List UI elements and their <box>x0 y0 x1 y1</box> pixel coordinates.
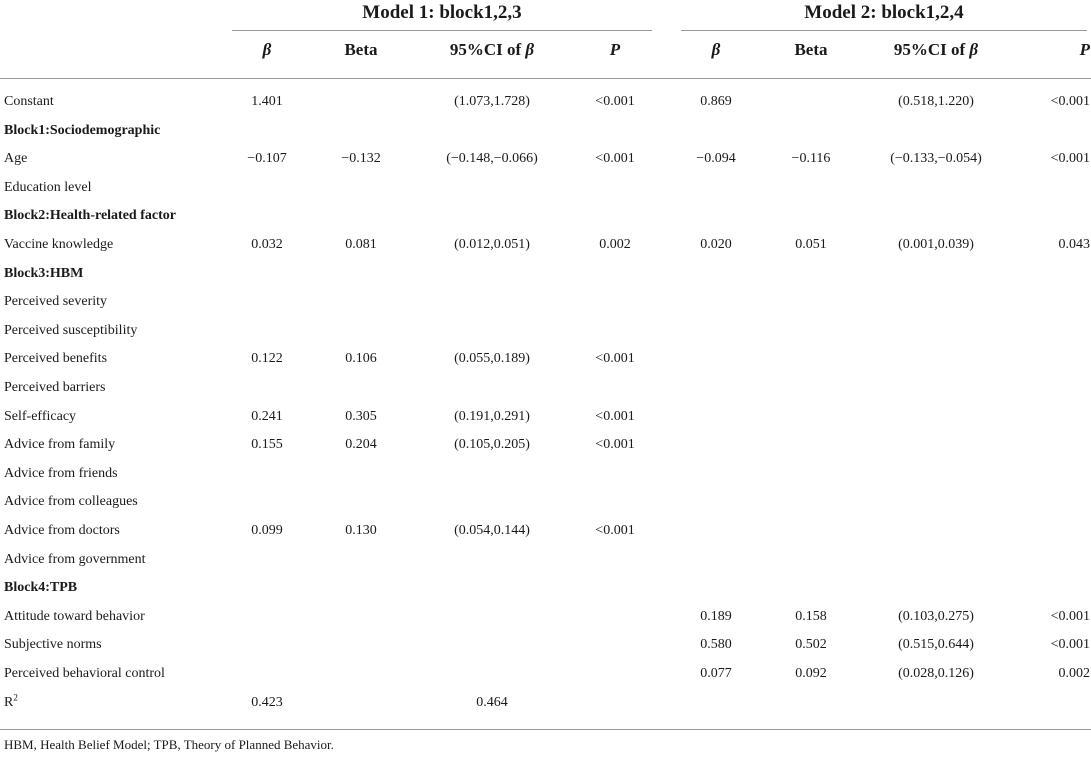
m1-col-p: P <box>609 40 621 59</box>
row-label: Perceived behavioral control <box>4 666 165 681</box>
table-row <box>0 374 1091 402</box>
model1-std-beta-cell: 0.204 <box>345 437 377 452</box>
row-label: Advice from government <box>4 552 146 567</box>
block-heading: Block3:HBM <box>4 266 84 281</box>
bottom-rule <box>0 729 1091 730</box>
row-label: Self-efficacy <box>4 409 77 424</box>
model2-beta-cell: 0.077 <box>700 666 732 681</box>
row-label: Perceived severity <box>4 294 108 309</box>
model2-p-value-cell: 0.002 <box>1058 666 1090 681</box>
m1-col-beta-unstd: β <box>262 40 272 59</box>
table-row <box>0 431 1091 459</box>
model2-beta-cell: −0.094 <box>696 151 736 166</box>
row-label: Age <box>4 151 28 166</box>
model2-std-beta-cell: 0.502 <box>795 637 827 652</box>
model1-ci-cell: (0.055,0.189) <box>454 351 530 366</box>
table-row <box>0 403 1091 431</box>
model1-ci-cell: (0.191,0.291) <box>454 409 530 424</box>
model2-p-value-cell: 0.043 <box>1058 237 1090 252</box>
table-row <box>0 631 1091 659</box>
r2-label-text: R <box>4 695 14 710</box>
table-row <box>0 288 1091 316</box>
table-row <box>0 202 1091 230</box>
row-label: Advice from family <box>4 437 116 452</box>
model1-std-beta-cell: −0.132 <box>341 151 381 166</box>
model1-std-beta-cell: 0.305 <box>345 409 377 424</box>
model1-beta-cell: 1.401 <box>251 94 283 109</box>
model2-std-beta-cell: 0.051 <box>795 237 827 252</box>
header-rule <box>0 78 1091 79</box>
r2-model1: 0.423 <box>251 695 283 710</box>
model2-ci-cell: (0.518,1.220) <box>898 94 974 109</box>
table-row <box>0 488 1091 516</box>
block-heading: Block2:Health-related factor <box>4 208 176 223</box>
model1-ci-cell: (0.012,0.051) <box>454 237 530 252</box>
model1-std-beta-cell: 0.081 <box>345 237 377 252</box>
row-label: Advice from colleagues <box>4 494 138 509</box>
m2-col-ci-prefix: 95%CI of <box>893 40 970 59</box>
model1-p-value-cell: <0.001 <box>595 151 635 166</box>
m2-col-beta-std: Beta <box>794 40 828 59</box>
model2-beta-cell: 0.580 <box>700 637 732 652</box>
row-label: Perceived barriers <box>4 380 106 395</box>
model2-p-value-cell: <0.001 <box>1050 94 1090 109</box>
table-row <box>0 231 1091 259</box>
model1-std-beta-cell: 0.106 <box>345 351 377 366</box>
model1-ci-cell: (0.054,0.144) <box>454 523 530 538</box>
m2-col-p: P <box>1079 40 1090 59</box>
m1-col-ci-prefix: 95%CI of <box>449 40 526 59</box>
table-row <box>0 174 1091 202</box>
model2-title: Model 2: block1,2,4 <box>804 2 964 23</box>
model1-ci-cell: (−0.148,−0.066) <box>446 151 538 166</box>
model2-p-value-cell: <0.001 <box>1050 637 1090 652</box>
model1-underline <box>232 30 652 31</box>
table-row <box>0 88 1091 116</box>
row-label: Constant <box>4 94 54 109</box>
model2-std-beta-cell: 0.158 <box>795 609 827 624</box>
table-row <box>0 317 1091 345</box>
model1-beta-cell: 0.122 <box>251 351 283 366</box>
table-footnote: HBM, Health Belief Model; TPB, Theory of Planned Behavior. <box>4 737 334 752</box>
model2-beta-cell: 0.020 <box>700 237 732 252</box>
model2-ci-cell: (0.001,0.039) <box>898 237 974 252</box>
table-row <box>0 145 1091 173</box>
table-row <box>0 117 1091 145</box>
model2-p-value-cell: <0.001 <box>1050 609 1090 624</box>
table-row <box>0 517 1091 545</box>
table-row <box>0 574 1091 602</box>
r2-row <box>0 689 1091 717</box>
row-label: Advice from friends <box>4 466 118 481</box>
m1-col-beta-std: Beta <box>344 40 378 59</box>
model2-ci-cell: (0.028,0.126) <box>898 666 974 681</box>
model1-title: Model 1: block1,2,3 <box>362 2 522 23</box>
block-heading: Block4:TPB <box>4 580 78 595</box>
model2-ci-cell: (0.103,0.275) <box>898 609 974 624</box>
model1-beta-cell: −0.107 <box>247 151 287 166</box>
model2-std-beta-cell: 0.092 <box>795 666 827 681</box>
m1-col-ci <box>412 40 572 60</box>
model1-p-value-cell: <0.001 <box>595 94 635 109</box>
row-label: Subjective norms <box>4 637 102 652</box>
model1-ci-cell: (0.105,0.205) <box>454 437 530 452</box>
model2-p-value-cell: <0.001 <box>1050 151 1090 166</box>
model1-beta-cell: 0.032 <box>251 237 283 252</box>
model2-std-beta-cell: −0.116 <box>791 151 831 166</box>
row-label: Perceived susceptibility <box>4 323 138 338</box>
table-row <box>0 260 1091 288</box>
model2-ci-cell: (−0.133,−0.054) <box>890 151 982 166</box>
block-heading: Block1:Sociodemographic <box>4 123 161 138</box>
model1-beta-cell: 0.241 <box>251 409 283 424</box>
model2-underline <box>681 30 1087 31</box>
table-row <box>0 603 1091 631</box>
model2-ci-cell: (0.515,0.644) <box>898 637 974 652</box>
r2-label-superscript: 2 <box>13 692 18 703</box>
r2-model2: 0.464 <box>476 695 508 710</box>
table-row <box>0 660 1091 688</box>
model1-beta-cell: 0.099 <box>251 523 283 538</box>
row-label: Vaccine knowledge <box>4 237 114 252</box>
row-label: Attitude toward behavior <box>4 609 145 624</box>
row-label: Perceived benefits <box>4 351 108 366</box>
model2-beta-cell: 0.189 <box>700 609 732 624</box>
model1-beta-cell: 0.155 <box>251 437 283 452</box>
model1-p-value-cell: <0.001 <box>595 351 635 366</box>
model2-beta-cell: 0.869 <box>700 94 732 109</box>
m2-col-beta-unstd: β <box>711 40 721 59</box>
row-label: Advice from doctors <box>4 523 120 538</box>
model1-std-beta-cell: 0.130 <box>345 523 377 538</box>
model1-p-value-cell: <0.001 <box>595 523 635 538</box>
table-row <box>0 460 1091 488</box>
m2-col-ci <box>856 40 1016 60</box>
model1-p-value-cell: 0.002 <box>599 237 631 252</box>
model1-p-value-cell: <0.001 <box>595 437 635 452</box>
model1-p-value-cell: <0.001 <box>595 409 635 424</box>
m1-col-ci-symbol: β <box>525 40 535 59</box>
model1-ci-cell: (1.073,1.728) <box>454 94 530 109</box>
m2-col-ci-symbol: β <box>969 40 979 59</box>
table-row <box>0 546 1091 574</box>
row-label: Education level <box>4 180 92 195</box>
table-row <box>0 345 1091 373</box>
r2-label <box>4 689 18 717</box>
